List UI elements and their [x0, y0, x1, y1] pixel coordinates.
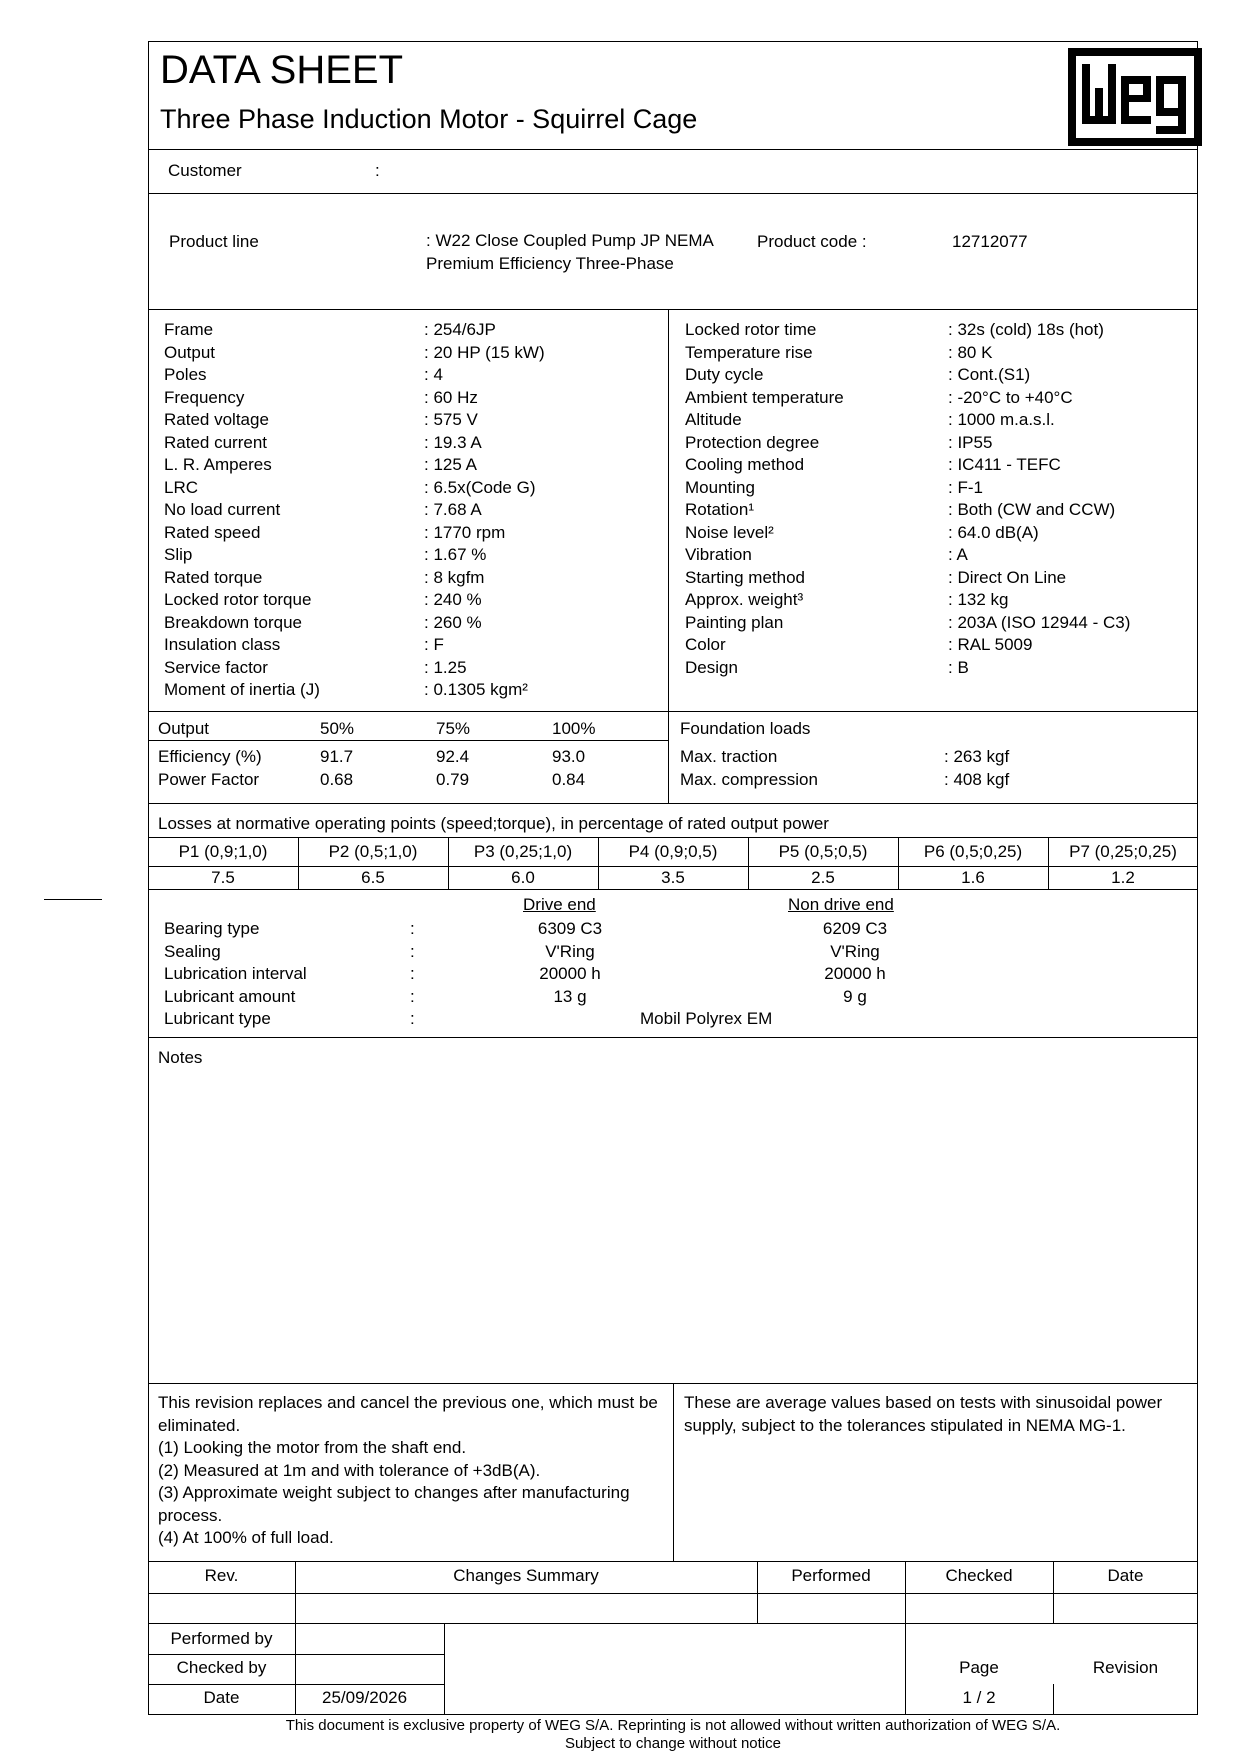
- lubricant-type-value: Mobil Polyrex EM: [640, 1009, 773, 1028]
- performed-header: Performed: [791, 1566, 871, 1585]
- spec-label: Service factor: [164, 657, 268, 677]
- performance-label: Efficiency (%): [158, 747, 262, 766]
- drive-end-heading: Drive end: [523, 895, 596, 914]
- spec-label: Rated torque: [164, 567, 263, 587]
- spec-label: Rated speed: [164, 522, 261, 542]
- lubricant-type-label: Lubricant type: [164, 1009, 271, 1028]
- spec-label: Protection degree: [685, 432, 820, 452]
- performance-value: 0.68: [320, 770, 354, 789]
- loss-point-header: P3 (0,25;1,0): [473, 842, 573, 861]
- spec-label: Cooling method: [685, 455, 805, 474]
- spec-label: Noise level²: [685, 522, 774, 542]
- checked-by-label: Checked by: [176, 1658, 267, 1677]
- spec-value: : RAL 5009: [948, 635, 1033, 654]
- customer-label: Customer: [168, 161, 242, 180]
- loss-point-header: P1 (0,9;1,0): [178, 842, 268, 861]
- footnote-4: (4) At 100% of full load.: [158, 1528, 334, 1547]
- spec-value: : B: [948, 657, 969, 677]
- page-label: Page: [959, 1658, 999, 1677]
- non-drive-end-value: 20000 h: [824, 964, 886, 983]
- spec-value: : 64.0 dB(A): [948, 522, 1039, 542]
- weg-logo: [1068, 48, 1202, 146]
- customer-colon: :: [375, 161, 380, 180]
- spec-label: Breakdown torque: [164, 612, 302, 632]
- spec-label: Approx. weight³: [685, 590, 804, 609]
- lubricant-type-colon: :: [410, 1009, 415, 1028]
- spec-label: LRC: [164, 477, 199, 497]
- non-drive-end-value: V'Ring: [830, 941, 880, 961]
- performance-value: 92.4: [436, 747, 470, 766]
- spec-label: Poles: [164, 365, 207, 384]
- drive-end-value: 13 g: [553, 986, 587, 1006]
- loss-point-header: P6 (0,5;0,25): [923, 842, 1023, 861]
- spec-label: Altitude: [685, 410, 742, 429]
- loss-point-header: P2 (0,5;1,0): [328, 842, 418, 861]
- spec-value: : 125 A: [424, 455, 477, 474]
- spec-value: : IC411 - TEFC: [948, 455, 1061, 474]
- footnote-right: These are average values based on tests with sinusoidal power supply, subject to the tolerances stipulated in NEMA MG-1.: [684, 1393, 1163, 1435]
- bearing-colon: :: [410, 986, 415, 1006]
- spec-value: : Both (CW and CCW): [948, 500, 1116, 519]
- foundation-label: Max. traction: [680, 747, 778, 766]
- performed-by-label: Performed by: [170, 1629, 273, 1648]
- spec-label: Color: [685, 635, 726, 654]
- performance-header: 100%: [552, 719, 596, 738]
- foundation-value: : 408 kgf: [944, 770, 1010, 789]
- spec-label: Rotation¹: [685, 500, 754, 519]
- spec-value: : 19.3 A: [424, 432, 482, 452]
- product-code-value: 12712077: [952, 232, 1028, 251]
- non-drive-end-heading: Non drive end: [788, 895, 894, 914]
- margin-mark: [44, 899, 102, 900]
- product-line-value: : W22 Close Coupled Pump JP NEMA Premium Efficiency Three-Phase: [426, 231, 713, 273]
- loss-point-value: 1.6: [961, 868, 985, 887]
- loss-point-value: 3.5: [661, 868, 685, 887]
- bearing-label: Sealing: [164, 941, 221, 961]
- spec-value: : Cont.(S1): [948, 365, 1031, 384]
- loss-point-value: 1.2: [1111, 868, 1135, 887]
- footer-copyright: This document is exclusive property of WEG S/A. Reprinting is not allowed without written authorization of WEG S/A.: [285, 1717, 1061, 1734]
- spec-label: Moment of inertia (J): [164, 680, 320, 699]
- changes-summary-header: Changes Summary: [453, 1566, 599, 1585]
- spec-label: Temperature rise: [685, 342, 813, 362]
- non-drive-end-value: 9 g: [843, 986, 867, 1006]
- footnotes-left: [158, 1392, 658, 1550]
- spec-value: : 7.68 A: [424, 500, 482, 519]
- footnote-revision: This revision replaces and cancel the previous one, which must be eliminated.: [158, 1393, 658, 1435]
- spec-label: Locked rotor torque: [164, 590, 312, 609]
- spec-value: : 254/6JP: [424, 320, 496, 339]
- bearing-colon: :: [410, 919, 415, 938]
- spec-label: Rated current: [164, 432, 267, 452]
- spec-label: L. R. Amperes: [164, 455, 272, 474]
- performance-header: 75%: [436, 719, 471, 738]
- spec-value: : 203A (ISO 12944 - C3): [948, 612, 1131, 632]
- bearing-colon: :: [410, 964, 415, 983]
- spec-value: : 8 kgfm: [424, 567, 485, 587]
- rev-header: Rev.: [204, 1566, 239, 1585]
- spec-value: : 1.25: [424, 657, 467, 677]
- non-drive-end-value: 6209 C3: [822, 919, 888, 938]
- spec-value: : 6.5x(Code G): [424, 477, 536, 497]
- foundation-value: : 263 kgf: [944, 747, 1010, 766]
- performance-header: Output: [158, 719, 210, 738]
- spec-label: Rated voltage: [164, 410, 269, 429]
- footer-notice: Subject to change without notice: [565, 1735, 781, 1752]
- page-title: DATA SHEET: [160, 48, 404, 92]
- spec-label: Frame: [164, 320, 214, 339]
- spec-value: : 1.67 %: [424, 545, 487, 564]
- spec-value: : 32s (cold) 18s (hot): [948, 320, 1104, 339]
- performance-value: 93.0: [552, 747, 586, 766]
- loss-point-value: 2.5: [811, 868, 835, 887]
- performance-header: 50%: [320, 719, 355, 738]
- spec-label: Painting plan: [685, 612, 784, 632]
- loss-point-value: 6.0: [511, 868, 535, 887]
- spec-value: : 4: [424, 365, 443, 384]
- spec-value: : IP55: [948, 432, 993, 452]
- spec-value: : 575 V: [424, 410, 478, 429]
- revision-label: Revision: [1092, 1658, 1159, 1677]
- loss-point-value: 7.5: [211, 868, 235, 887]
- spec-label: Mounting: [685, 477, 755, 497]
- notes-label: Notes: [158, 1048, 203, 1067]
- spec-value: : 20 HP (15 kW): [424, 342, 545, 362]
- loss-point-value: 6.5: [361, 868, 385, 887]
- spec-label: Frequency: [164, 387, 245, 407]
- date-label: Date: [203, 1688, 240, 1707]
- spec-value: : F: [424, 635, 444, 654]
- foundation-title: Foundation loads: [680, 719, 811, 738]
- spec-label: Duty cycle: [685, 365, 764, 384]
- loss-point-header: P5 (0,5;0,5): [778, 842, 868, 861]
- spec-value: : -20°C to +40°C: [948, 387, 1073, 407]
- product-line-label: Product line: [169, 232, 259, 251]
- spec-value: : 1770 rpm: [424, 522, 506, 542]
- spec-value: : 240 %: [424, 590, 482, 609]
- loss-point-header: P7 (0,25;0,25): [1069, 842, 1177, 861]
- spec-value: : Direct On Line: [948, 567, 1067, 587]
- performance-value: 91.7: [320, 747, 354, 766]
- spec-value: : 132 kg: [948, 590, 1009, 609]
- spec-value: : 1000 m.a.s.l.: [948, 410, 1055, 429]
- spec-label: Locked rotor time: [685, 320, 817, 339]
- spec-label: Insulation class: [164, 635, 281, 654]
- performance-value: 0.79: [436, 770, 470, 789]
- bearing-colon: :: [410, 941, 415, 961]
- spec-value: : 80 K: [948, 342, 993, 362]
- drive-end-value: 6309 C3: [537, 919, 603, 938]
- checked-header: Checked: [945, 1566, 1013, 1585]
- drive-end-value: 20000 h: [539, 964, 601, 983]
- page-value: 1 / 2: [962, 1688, 996, 1707]
- footnote-2: (2) Measured at 1m and with tolerance of +3dB(A).: [158, 1460, 541, 1480]
- spec-value: : 60 Hz: [424, 387, 478, 407]
- spec-label: Output: [164, 342, 216, 362]
- spec-label: Slip: [164, 545, 193, 564]
- product-code-label: Product code :: [757, 232, 867, 251]
- bearing-label: Lubricant amount: [164, 986, 296, 1006]
- spec-value: : 0.1305 kgm²: [424, 680, 528, 699]
- spec-label: Ambient temperature: [685, 387, 844, 407]
- foundation-label: Max. compression: [680, 770, 818, 789]
- losses-title: Losses at normative operating points (speed;torque), in percentage of rated output power: [158, 814, 829, 833]
- spec-value: : F-1: [948, 477, 983, 497]
- footnote-3: (3) Approximate weight subject to changes after manufacturing process.: [158, 1483, 630, 1525]
- drive-end-value: V'Ring: [545, 941, 595, 961]
- date-value: 25/09/2026: [322, 1688, 408, 1707]
- performance-label: Power Factor: [158, 770, 260, 789]
- spec-label: Design: [685, 657, 738, 677]
- spec-label: No load current: [164, 500, 281, 519]
- performance-value: 0.84: [552, 770, 586, 789]
- spec-label: Starting method: [685, 567, 806, 587]
- spec-value: : 260 %: [424, 612, 482, 632]
- date-header: Date: [1107, 1566, 1144, 1585]
- page-subtitle: Three Phase Induction Motor - Squirrel Cage: [160, 104, 698, 134]
- footnote-1: (1) Looking the motor from the shaft end.: [158, 1438, 467, 1457]
- bearing-label: Bearing type: [164, 919, 260, 938]
- bearing-label: Lubrication interval: [164, 964, 307, 983]
- spec-label: Vibration: [685, 545, 752, 564]
- loss-point-header: P4 (0,9;0,5): [628, 842, 718, 861]
- spec-value: : A: [948, 545, 968, 564]
